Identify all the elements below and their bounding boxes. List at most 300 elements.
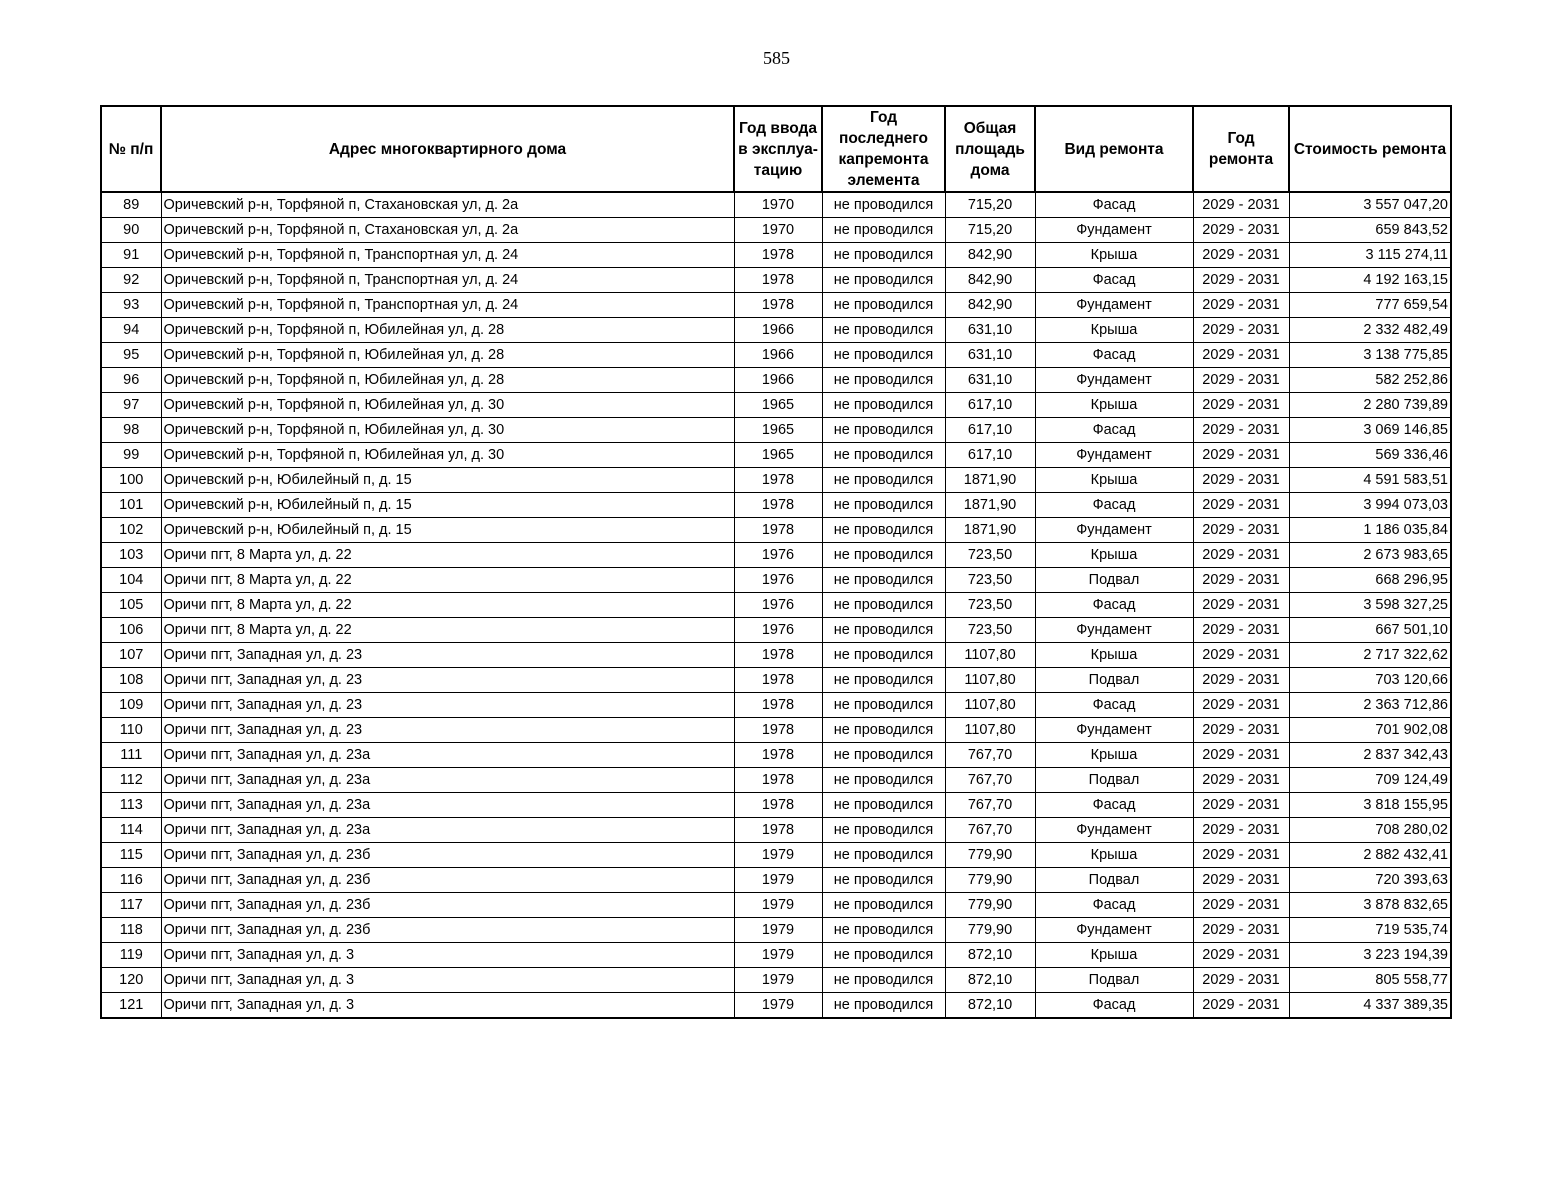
cell-last-repair: не проводился bbox=[822, 693, 945, 718]
cell-repair-years: 2029 - 2031 bbox=[1193, 493, 1289, 518]
cell-num: 104 bbox=[101, 568, 161, 593]
cell-repair-years: 2029 - 2031 bbox=[1193, 318, 1289, 343]
cell-last-repair: не проводился bbox=[822, 468, 945, 493]
cell-repair-type: Подвал bbox=[1035, 568, 1193, 593]
cell-repair-type: Фасад bbox=[1035, 343, 1193, 368]
cell-area: 1107,80 bbox=[945, 643, 1035, 668]
cell-repair-type: Фасад bbox=[1035, 993, 1193, 1019]
cell-address: Оричи пгт, 8 Марта ул, д. 22 bbox=[161, 593, 734, 618]
cell-repair-years: 2029 - 2031 bbox=[1193, 643, 1289, 668]
cell-year-built: 1966 bbox=[734, 318, 822, 343]
cell-area: 767,70 bbox=[945, 818, 1035, 843]
table-row bbox=[101, 393, 1451, 418]
cell-last-repair: не проводился bbox=[822, 593, 945, 618]
cell-repair-type: Фундамент bbox=[1035, 218, 1193, 243]
cell-address: Оричи пгт, Западная ул, д. 23а bbox=[161, 793, 734, 818]
cell-last-repair: не проводился bbox=[822, 293, 945, 318]
table-row bbox=[101, 843, 1451, 868]
cell-repair-type: Крыша bbox=[1035, 643, 1193, 668]
cell-cost: 4 337 389,35 bbox=[1289, 993, 1451, 1019]
cell-num: 119 bbox=[101, 943, 161, 968]
cell-year-built: 1978 bbox=[734, 668, 822, 693]
cell-repair-years: 2029 - 2031 bbox=[1193, 943, 1289, 968]
table-row bbox=[101, 443, 1451, 468]
cell-repair-type: Фундамент bbox=[1035, 818, 1193, 843]
cell-cost: 1 186 035,84 bbox=[1289, 518, 1451, 543]
cell-repair-type: Крыша bbox=[1035, 468, 1193, 493]
cell-year-built: 1976 bbox=[734, 593, 822, 618]
cell-year-built: 1978 bbox=[734, 293, 822, 318]
cell-repair-type: Фундамент bbox=[1035, 368, 1193, 393]
cell-area: 767,70 bbox=[945, 768, 1035, 793]
table-row bbox=[101, 418, 1451, 443]
cell-cost: 708 280,02 bbox=[1289, 818, 1451, 843]
cell-repair-years: 2029 - 2031 bbox=[1193, 593, 1289, 618]
cell-year-built: 1965 bbox=[734, 418, 822, 443]
repair-table bbox=[100, 105, 1452, 1019]
cell-num: 97 bbox=[101, 393, 161, 418]
cell-repair-type: Фундамент bbox=[1035, 718, 1193, 743]
cell-address: Оричи пгт, Западная ул, д. 23б bbox=[161, 918, 734, 943]
cell-repair-years: 2029 - 2031 bbox=[1193, 543, 1289, 568]
cell-cost: 3 818 155,95 bbox=[1289, 793, 1451, 818]
cell-area: 715,20 bbox=[945, 218, 1035, 243]
cell-area: 631,10 bbox=[945, 318, 1035, 343]
cell-area: 1107,80 bbox=[945, 668, 1035, 693]
cell-cost: 777 659,54 bbox=[1289, 293, 1451, 318]
cell-year-built: 1978 bbox=[734, 468, 822, 493]
cell-repair-years: 2029 - 2031 bbox=[1193, 293, 1289, 318]
table-row bbox=[101, 192, 1451, 218]
cell-area: 723,50 bbox=[945, 593, 1035, 618]
cell-cost: 703 120,66 bbox=[1289, 668, 1451, 693]
cell-repair-years: 2029 - 2031 bbox=[1193, 268, 1289, 293]
table-row bbox=[101, 668, 1451, 693]
cell-area: 1107,80 bbox=[945, 718, 1035, 743]
cell-last-repair: не проводился bbox=[822, 543, 945, 568]
cell-num: 114 bbox=[101, 818, 161, 843]
cell-year-built: 1970 bbox=[734, 192, 822, 218]
cell-repair-type: Фасад bbox=[1035, 693, 1193, 718]
cell-last-repair: не проводился bbox=[822, 993, 945, 1019]
table-row bbox=[101, 318, 1451, 343]
cell-num: 100 bbox=[101, 468, 161, 493]
cell-area: 779,90 bbox=[945, 918, 1035, 943]
header-repair-type: Вид ремонта bbox=[1035, 106, 1193, 192]
cell-repair-type: Фасад bbox=[1035, 418, 1193, 443]
cell-address: Оричи пгт, Западная ул, д. 23а bbox=[161, 768, 734, 793]
cell-year-built: 1979 bbox=[734, 868, 822, 893]
cell-repair-years: 2029 - 2031 bbox=[1193, 218, 1289, 243]
cell-address: Оричи пгт, 8 Марта ул, д. 22 bbox=[161, 618, 734, 643]
cell-cost: 3 069 146,85 bbox=[1289, 418, 1451, 443]
cell-cost: 709 124,49 bbox=[1289, 768, 1451, 793]
cell-last-repair: не проводился bbox=[822, 843, 945, 868]
cell-num: 89 bbox=[101, 192, 161, 218]
cell-area: 779,90 bbox=[945, 843, 1035, 868]
header-repair-years: Год ремонта bbox=[1193, 106, 1289, 192]
cell-num: 103 bbox=[101, 543, 161, 568]
cell-area: 767,70 bbox=[945, 793, 1035, 818]
table-row bbox=[101, 593, 1451, 618]
table-row bbox=[101, 243, 1451, 268]
cell-cost: 3 994 073,03 bbox=[1289, 493, 1451, 518]
cell-cost: 667 501,10 bbox=[1289, 618, 1451, 643]
cell-repair-type: Фасад bbox=[1035, 268, 1193, 293]
table-row bbox=[101, 793, 1451, 818]
cell-last-repair: не проводился bbox=[822, 268, 945, 293]
cell-cost: 2 280 739,89 bbox=[1289, 393, 1451, 418]
cell-last-repair: не проводился bbox=[822, 418, 945, 443]
cell-last-repair: не проводился bbox=[822, 192, 945, 218]
cell-num: 90 bbox=[101, 218, 161, 243]
cell-last-repair: не проводился bbox=[822, 718, 945, 743]
cell-area: 779,90 bbox=[945, 868, 1035, 893]
cell-cost: 719 535,74 bbox=[1289, 918, 1451, 943]
cell-cost: 2 717 322,62 bbox=[1289, 643, 1451, 668]
cell-area: 617,10 bbox=[945, 393, 1035, 418]
cell-num: 112 bbox=[101, 768, 161, 793]
cell-year-built: 1978 bbox=[734, 243, 822, 268]
cell-year-built: 1966 bbox=[734, 368, 822, 393]
cell-repair-years: 2029 - 2031 bbox=[1193, 868, 1289, 893]
cell-last-repair: не проводился bbox=[822, 943, 945, 968]
cell-last-repair: не проводился bbox=[822, 793, 945, 818]
table-row bbox=[101, 343, 1451, 368]
cell-repair-years: 2029 - 2031 bbox=[1193, 468, 1289, 493]
header-last-repair: Год последнего капремонта элемента bbox=[822, 106, 945, 192]
cell-repair-years: 2029 - 2031 bbox=[1193, 843, 1289, 868]
cell-repair-type: Крыша bbox=[1035, 243, 1193, 268]
cell-address: Оричевский р-н, Юбилейный п, д. 15 bbox=[161, 493, 734, 518]
cell-cost: 3 598 327,25 bbox=[1289, 593, 1451, 618]
cell-repair-years: 2029 - 2031 bbox=[1193, 192, 1289, 218]
cell-area: 872,10 bbox=[945, 943, 1035, 968]
table-row bbox=[101, 218, 1451, 243]
cell-cost: 2 332 482,49 bbox=[1289, 318, 1451, 343]
cell-year-built: 1978 bbox=[734, 693, 822, 718]
cell-address: Оричи пгт, Западная ул, д. 3 bbox=[161, 968, 734, 993]
cell-num: 99 bbox=[101, 443, 161, 468]
cell-area: 631,10 bbox=[945, 368, 1035, 393]
cell-address: Оричевский р-н, Торфяной п, Юбилейная ул, д. 28 bbox=[161, 368, 734, 393]
header-num: № п/п bbox=[101, 106, 161, 192]
table-row bbox=[101, 293, 1451, 318]
cell-last-repair: не проводился bbox=[822, 243, 945, 268]
cell-address: Оричевский р-н, Юбилейный п, д. 15 bbox=[161, 518, 734, 543]
cell-repair-years: 2029 - 2031 bbox=[1193, 893, 1289, 918]
cell-repair-years: 2029 - 2031 bbox=[1193, 343, 1289, 368]
cell-cost: 4 591 583,51 bbox=[1289, 468, 1451, 493]
cell-address: Оричи пгт, Западная ул, д. 23 bbox=[161, 643, 734, 668]
table-row bbox=[101, 893, 1451, 918]
cell-year-built: 1976 bbox=[734, 618, 822, 643]
table-row bbox=[101, 993, 1451, 1019]
cell-cost: 2 363 712,86 bbox=[1289, 693, 1451, 718]
cell-num: 108 bbox=[101, 668, 161, 693]
cell-address: Оричевский р-н, Торфяной п, Юбилейная ул, д. 28 bbox=[161, 318, 734, 343]
cell-area: 715,20 bbox=[945, 192, 1035, 218]
cell-last-repair: не проводился bbox=[822, 568, 945, 593]
cell-last-repair: не проводился bbox=[822, 318, 945, 343]
cell-year-built: 1978 bbox=[734, 718, 822, 743]
cell-address: Оричевский р-н, Торфяной п, Юбилейная ул, д. 28 bbox=[161, 343, 734, 368]
cell-year-built: 1979 bbox=[734, 893, 822, 918]
cell-last-repair: не проводился bbox=[822, 968, 945, 993]
cell-address: Оричи пгт, Западная ул, д. 23б bbox=[161, 843, 734, 868]
cell-repair-years: 2029 - 2031 bbox=[1193, 443, 1289, 468]
cell-last-repair: не проводился bbox=[822, 618, 945, 643]
cell-year-built: 1979 bbox=[734, 943, 822, 968]
cell-last-repair: не проводился bbox=[822, 643, 945, 668]
cell-num: 109 bbox=[101, 693, 161, 718]
cell-num: 110 bbox=[101, 718, 161, 743]
cell-num: 106 bbox=[101, 618, 161, 643]
cell-address: Оричи пгт, Западная ул, д. 3 bbox=[161, 993, 734, 1019]
cell-address: Оричи пгт, Западная ул, д. 23 bbox=[161, 718, 734, 743]
cell-area: 617,10 bbox=[945, 418, 1035, 443]
cell-area: 723,50 bbox=[945, 618, 1035, 643]
cell-repair-type: Крыша bbox=[1035, 543, 1193, 568]
cell-area: 842,90 bbox=[945, 243, 1035, 268]
cell-num: 107 bbox=[101, 643, 161, 668]
cell-num: 116 bbox=[101, 868, 161, 893]
cell-num: 101 bbox=[101, 493, 161, 518]
cell-repair-years: 2029 - 2031 bbox=[1193, 618, 1289, 643]
cell-repair-type: Фасад bbox=[1035, 893, 1193, 918]
cell-cost: 3 557 047,20 bbox=[1289, 192, 1451, 218]
table-row bbox=[101, 818, 1451, 843]
cell-num: 93 bbox=[101, 293, 161, 318]
cell-repair-type: Подвал bbox=[1035, 968, 1193, 993]
cell-cost: 659 843,52 bbox=[1289, 218, 1451, 243]
cell-last-repair: не проводился bbox=[822, 668, 945, 693]
cell-last-repair: не проводился bbox=[822, 393, 945, 418]
cell-repair-years: 2029 - 2031 bbox=[1193, 918, 1289, 943]
table-header-row bbox=[101, 106, 1451, 192]
cell-repair-type: Крыша bbox=[1035, 318, 1193, 343]
cell-address: Оричи пгт, Западная ул, д. 23б bbox=[161, 868, 734, 893]
cell-last-repair: не проводился bbox=[822, 518, 945, 543]
cell-area: 723,50 bbox=[945, 543, 1035, 568]
cell-year-built: 1976 bbox=[734, 568, 822, 593]
cell-repair-years: 2029 - 2031 bbox=[1193, 793, 1289, 818]
cell-address: Оричи пгт, Западная ул, д. 3 bbox=[161, 943, 734, 968]
cell-repair-years: 2029 - 2031 bbox=[1193, 243, 1289, 268]
cell-cost: 2 837 342,43 bbox=[1289, 743, 1451, 768]
cell-cost: 668 296,95 bbox=[1289, 568, 1451, 593]
cell-address: Оричи пгт, Западная ул, д. 23 bbox=[161, 693, 734, 718]
cell-repair-type: Крыша bbox=[1035, 393, 1193, 418]
cell-year-built: 1978 bbox=[734, 268, 822, 293]
cell-cost: 2 882 432,41 bbox=[1289, 843, 1451, 868]
cell-repair-years: 2029 - 2031 bbox=[1193, 718, 1289, 743]
table-row bbox=[101, 943, 1451, 968]
cell-year-built: 1979 bbox=[734, 843, 822, 868]
cell-year-built: 1979 bbox=[734, 918, 822, 943]
cell-repair-years: 2029 - 2031 bbox=[1193, 368, 1289, 393]
cell-repair-years: 2029 - 2031 bbox=[1193, 768, 1289, 793]
cell-num: 92 bbox=[101, 268, 161, 293]
cell-area: 617,10 bbox=[945, 443, 1035, 468]
cell-address: Оричи пгт, Западная ул, д. 23а bbox=[161, 743, 734, 768]
cell-year-built: 1978 bbox=[734, 518, 822, 543]
cell-last-repair: не проводился bbox=[822, 893, 945, 918]
cell-repair-type: Фундамент bbox=[1035, 618, 1193, 643]
cell-area: 723,50 bbox=[945, 568, 1035, 593]
header-area: Общая площадь дома bbox=[945, 106, 1035, 192]
cell-repair-years: 2029 - 2031 bbox=[1193, 968, 1289, 993]
cell-area: 872,10 bbox=[945, 993, 1035, 1019]
cell-address: Оричевский р-н, Торфяной п, Стахановская ул, д. 2а bbox=[161, 218, 734, 243]
cell-repair-years: 2029 - 2031 bbox=[1193, 993, 1289, 1019]
table-body bbox=[101, 192, 1451, 1018]
cell-last-repair: не проводился bbox=[822, 493, 945, 518]
header-cost: Стоимость ремонта bbox=[1289, 106, 1451, 192]
cell-cost: 3 223 194,39 bbox=[1289, 943, 1451, 968]
cell-repair-years: 2029 - 2031 bbox=[1193, 568, 1289, 593]
cell-num: 117 bbox=[101, 893, 161, 918]
cell-repair-type: Фасад bbox=[1035, 793, 1193, 818]
cell-address: Оричи пгт, Западная ул, д. 23б bbox=[161, 893, 734, 918]
cell-address: Оричи пгт, Западная ул, д. 23а bbox=[161, 818, 734, 843]
cell-address: Оричевский р-н, Торфяной п, Юбилейная ул, д. 30 bbox=[161, 393, 734, 418]
cell-cost: 720 393,63 bbox=[1289, 868, 1451, 893]
cell-cost: 3 138 775,85 bbox=[1289, 343, 1451, 368]
header-address: Адрес многоквартирного дома bbox=[161, 106, 734, 192]
cell-last-repair: не проводился bbox=[822, 868, 945, 893]
cell-address: Оричи пгт, Западная ул, д. 23 bbox=[161, 668, 734, 693]
table-row bbox=[101, 743, 1451, 768]
cell-area: 779,90 bbox=[945, 893, 1035, 918]
cell-cost: 569 336,46 bbox=[1289, 443, 1451, 468]
cell-num: 120 bbox=[101, 968, 161, 993]
cell-year-built: 1979 bbox=[734, 968, 822, 993]
cell-year-built: 1978 bbox=[734, 493, 822, 518]
table-row bbox=[101, 493, 1451, 518]
cell-num: 91 bbox=[101, 243, 161, 268]
cell-repair-type: Подвал bbox=[1035, 868, 1193, 893]
table-row bbox=[101, 518, 1451, 543]
cell-address: Оричевский р-н, Торфяной п, Юбилейная ул, д. 30 bbox=[161, 443, 734, 468]
cell-repair-years: 2029 - 2031 bbox=[1193, 693, 1289, 718]
cell-repair-years: 2029 - 2031 bbox=[1193, 668, 1289, 693]
table-row bbox=[101, 868, 1451, 893]
table-row bbox=[101, 368, 1451, 393]
table-row bbox=[101, 543, 1451, 568]
cell-cost: 3 878 832,65 bbox=[1289, 893, 1451, 918]
cell-last-repair: не проводился bbox=[822, 368, 945, 393]
cell-cost: 701 902,08 bbox=[1289, 718, 1451, 743]
cell-last-repair: не проводился bbox=[822, 218, 945, 243]
cell-year-built: 1978 bbox=[734, 793, 822, 818]
cell-year-built: 1978 bbox=[734, 768, 822, 793]
cell-last-repair: не проводился bbox=[822, 768, 945, 793]
cell-address: Оричевский р-н, Торфяной п, Юбилейная ул, д. 30 bbox=[161, 418, 734, 443]
cell-repair-type: Подвал bbox=[1035, 768, 1193, 793]
cell-num: 111 bbox=[101, 743, 161, 768]
cell-year-built: 1966 bbox=[734, 343, 822, 368]
cell-address: Оричевский р-н, Торфяной п, Транспортная ул, д. 24 bbox=[161, 293, 734, 318]
cell-year-built: 1976 bbox=[734, 543, 822, 568]
cell-num: 113 bbox=[101, 793, 161, 818]
page-number: 585 bbox=[763, 48, 790, 68]
cell-address: Оричевский р-н, Торфяной п, Стахановская ул, д. 2а bbox=[161, 192, 734, 218]
cell-repair-years: 2029 - 2031 bbox=[1193, 518, 1289, 543]
table-row bbox=[101, 918, 1451, 943]
table-row bbox=[101, 693, 1451, 718]
cell-repair-type: Фасад bbox=[1035, 493, 1193, 518]
cell-year-built: 1965 bbox=[734, 443, 822, 468]
cell-last-repair: не проводился bbox=[822, 743, 945, 768]
cell-address: Оричевский р-н, Юбилейный п, д. 15 bbox=[161, 468, 734, 493]
cell-num: 115 bbox=[101, 843, 161, 868]
cell-repair-type: Фундамент bbox=[1035, 518, 1193, 543]
cell-area: 872,10 bbox=[945, 968, 1035, 993]
cell-last-repair: не проводился bbox=[822, 343, 945, 368]
cell-repair-years: 2029 - 2031 bbox=[1193, 418, 1289, 443]
table-row bbox=[101, 718, 1451, 743]
header-year-built: Год ввода в эксплуа-тацию bbox=[734, 106, 822, 192]
cell-repair-type: Крыша bbox=[1035, 943, 1193, 968]
cell-address: Оричи пгт, 8 Марта ул, д. 22 bbox=[161, 543, 734, 568]
cell-repair-type: Крыша bbox=[1035, 743, 1193, 768]
cell-last-repair: не проводился bbox=[822, 443, 945, 468]
cell-num: 96 bbox=[101, 368, 161, 393]
cell-repair-type: Фасад bbox=[1035, 192, 1193, 218]
cell-area: 842,90 bbox=[945, 293, 1035, 318]
cell-address: Оричевский р-н, Торфяной п, Транспортная ул, д. 24 bbox=[161, 243, 734, 268]
cell-address: Оричевский р-н, Торфяной п, Транспортная ул, д. 24 bbox=[161, 268, 734, 293]
table-row bbox=[101, 568, 1451, 593]
cell-repair-years: 2029 - 2031 bbox=[1193, 818, 1289, 843]
cell-num: 94 bbox=[101, 318, 161, 343]
cell-num: 118 bbox=[101, 918, 161, 943]
cell-num: 121 bbox=[101, 993, 161, 1019]
cell-year-built: 1978 bbox=[734, 818, 822, 843]
cell-repair-type: Фундамент bbox=[1035, 293, 1193, 318]
cell-repair-type: Крыша bbox=[1035, 843, 1193, 868]
cell-year-built: 1978 bbox=[734, 643, 822, 668]
cell-year-built: 1978 bbox=[734, 743, 822, 768]
table-row bbox=[101, 268, 1451, 293]
cell-repair-type: Фундамент bbox=[1035, 918, 1193, 943]
table-row bbox=[101, 968, 1451, 993]
cell-repair-type: Фасад bbox=[1035, 593, 1193, 618]
table-row bbox=[101, 643, 1451, 668]
cell-area: 631,10 bbox=[945, 343, 1035, 368]
cell-last-repair: не проводился bbox=[822, 818, 945, 843]
cell-cost: 805 558,77 bbox=[1289, 968, 1451, 993]
cell-cost: 582 252,86 bbox=[1289, 368, 1451, 393]
table-row bbox=[101, 768, 1451, 793]
cell-cost: 2 673 983,65 bbox=[1289, 543, 1451, 568]
cell-area: 1871,90 bbox=[945, 518, 1035, 543]
cell-year-built: 1979 bbox=[734, 993, 822, 1019]
cell-num: 98 bbox=[101, 418, 161, 443]
cell-num: 95 bbox=[101, 343, 161, 368]
cell-area: 767,70 bbox=[945, 743, 1035, 768]
cell-repair-years: 2029 - 2031 bbox=[1193, 743, 1289, 768]
cell-repair-type: Фундамент bbox=[1035, 443, 1193, 468]
cell-cost: 4 192 163,15 bbox=[1289, 268, 1451, 293]
cell-num: 105 bbox=[101, 593, 161, 618]
cell-year-built: 1970 bbox=[734, 218, 822, 243]
cell-address: Оричи пгт, 8 Марта ул, д. 22 bbox=[161, 568, 734, 593]
table-row bbox=[101, 618, 1451, 643]
cell-repair-type: Подвал bbox=[1035, 668, 1193, 693]
cell-area: 842,90 bbox=[945, 268, 1035, 293]
